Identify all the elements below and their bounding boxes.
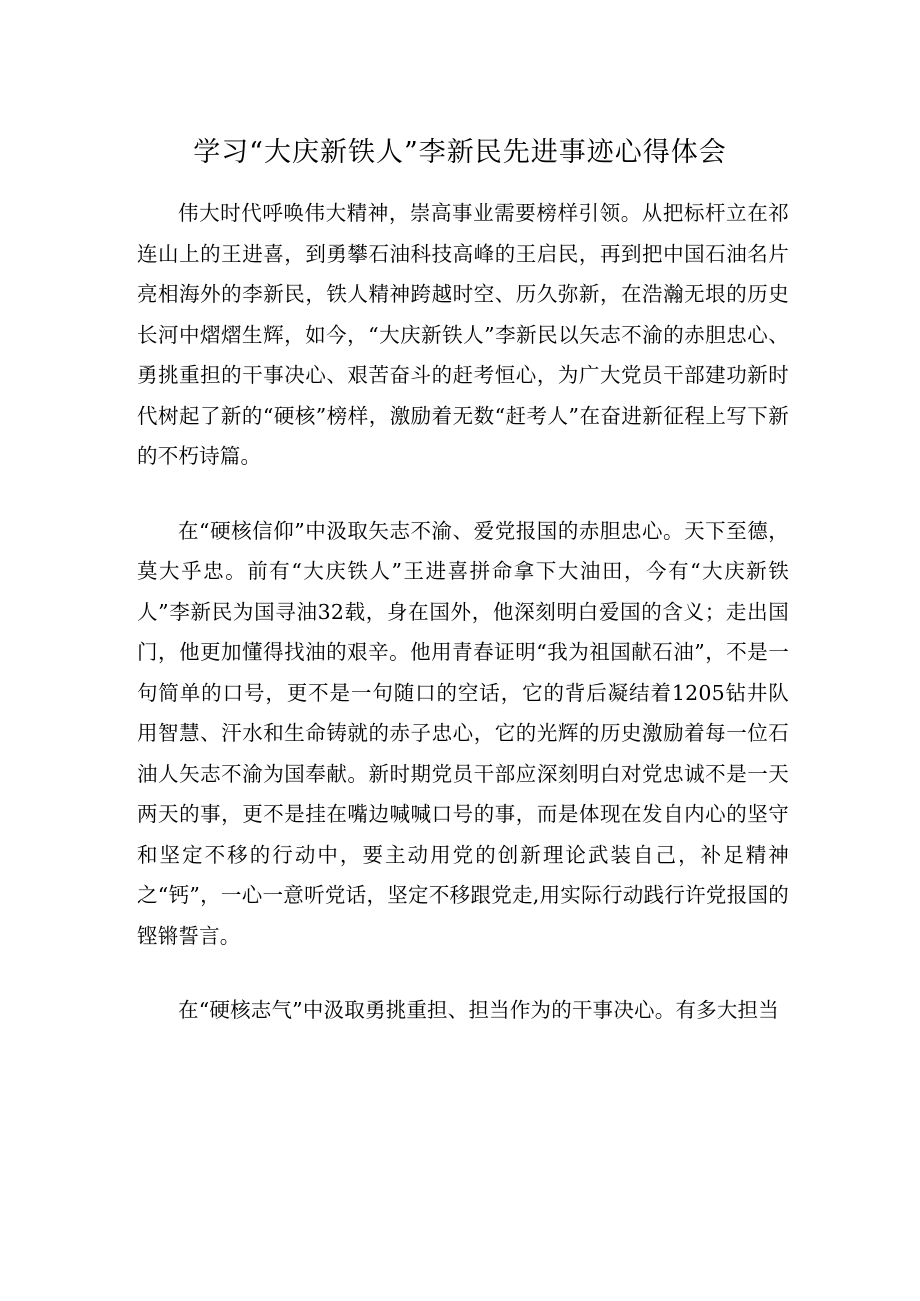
paragraph-2: 在“硬核信仰”中汲取矢志不渝、爱党报国的赤胆忠心。天下至德，莫大乎忠。前有“大庆铁人”王进喜拼命拿下大油田，今有“大庆新铁人”李新民为国寻油32载，身在国外，他深刻明白爱国的含义；走出国门，他更加懂得找油的艰辛。他用青春证明“我为祖国献石油”，不是一句简单的口号，更不是一句随口的空话，它的背后凝结着1205钻井队用智慧、汗水和生命铸就的赤子忠心，它的光辉的历史激励着每一位石油人矢志不渝为国奉献。新时期党员干部应深刻明白对党忠诚不是一天两天的事，更不是挂在嘴边喊喊口号的事，而是体现在发自内心的坚守和坚定不移的行动中，要主动用党的创新理论武装自己，补足精神之“钙”，一心一意听党话，坚定不移跟党走,用实际行动践行许党报国的铿锵誓言。 (137, 518, 789, 948)
paragraph-1: 伟大时代呼唤伟大精神，崇高事业需要榜样引领。从把标杆立在祁连山上的王进喜，到勇攀石油科技高峰的王启民，再到把中国石油名片亮相海外的李新民，铁人精神跨越时空、历久弥新，在浩瀚无垠的历史长河中熠熠生辉，如今，“大庆新铁人”李新民以矢志不渝的赤胆忠心、勇挑重担的干事决心、艰苦奋斗的赶考恒心，为广大党员干部建功新时代树起了新的“硬核”榜样，激励着无数“赶考人”在奋进新征程上写下新的不朽诗篇。 (137, 201, 789, 468)
document-body (137, 193, 789, 1031)
document-title: 学习“大庆新铁人”李新民先进事迹心得体会 (193, 137, 727, 168)
paragraph-3: 在“硬核志气”中汲取勇挑重担、担当作为的干事决心。有多大担当 (178, 998, 779, 1022)
